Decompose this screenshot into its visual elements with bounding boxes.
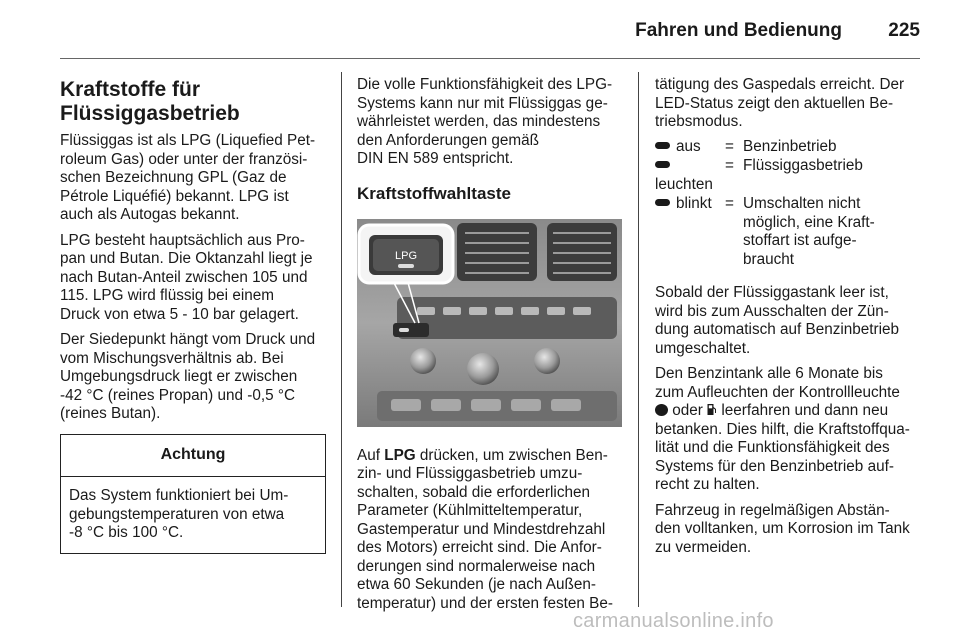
column-1 (60, 78, 326, 554)
lpg-keyword: LPG (384, 446, 416, 464)
paragraph-fill-tank: Fahrzeug in regelmäßigen Abstän- den volltanken, um Korrosion im Tank zu vermeiden. (655, 501, 910, 556)
column-2 (357, 76, 622, 620)
page-number: 225 (888, 20, 920, 41)
section-heading-fuel-selector: Kraftstoffwahltaste (357, 183, 511, 203)
page-header-title: Fahren und Bedienung (635, 20, 842, 41)
warning-text: Das System funktioniert bei Um- gebungstemperaturen von etwa -8 °C bis 100 °C. (69, 487, 289, 541)
column-3 (655, 76, 925, 564)
led-bar-icon (655, 161, 670, 168)
column-divider-left (341, 72, 342, 607)
filled-circle-icon (655, 404, 668, 416)
led-status-row: blinkt = Umschalten nicht möglich, eine Kraft- stoffart ist aufge- braucht (655, 195, 875, 270)
led-status-row: aus = Benzinbetrieb (655, 138, 875, 158)
paragraph-led-status: tätigung des Gaspedals erreicht. Der LED-Status zeigt den aktuellen Be- triebsmodus. (655, 76, 905, 130)
knob-center (467, 353, 499, 385)
warning-title: Achtung (61, 435, 325, 478)
lpg-button-label: LPG (394, 250, 418, 262)
air-vent-right (547, 223, 617, 281)
paragraph-lpg-definition: Flüssiggas ist als LPG (Liquefied Pet- roleum Gas) oder unter der französi- schen Bezeichnung GPL (Gaz de Pétrole Liquéfié) bekannt. LPG ist auch als Autogas bekannt. (60, 132, 316, 223)
led-bar-icon (655, 199, 670, 206)
warning-box (60, 434, 326, 554)
fuel-pump-icon (707, 403, 717, 416)
paragraph-press-lpg: Auf LPG drücken, um zwischen Ben- zin- und Flüssiggasbetrieb umzu- schalten, sobald die erforderlichen Parameter (Kühlmitteltemperatur, Gastemperatur und Mindestdrehzahl des Motors) erreicht sind. Die Anfor- derungen sind normalerweise nach etwa 60 Sekunden (je nach Außen- temperatur) und der ersten festen Be- (357, 446, 613, 612)
watermark: carmanualsonline.info (573, 610, 774, 632)
led-bar-icon (655, 142, 670, 149)
led-status-row: leuchten = Flüssiggasbetrieb (655, 157, 863, 193)
lpg-led-icon (398, 264, 414, 268)
section-heading-lpg-fuels: Kraftstoffe für Flüssiggasbetrieb (60, 78, 240, 125)
paragraph-petrol-tank: Den Benzintank alle 6 Monate bis zum Aufleuchten der Kontrollleuchte oder leerfahren und dann neu betanken. Dies hilft, die Kraftstoffqua- lität und die Funktionsfähigkeit des Systems für den Benzinbetrieb auf- recht zu halten. (655, 365, 910, 493)
led-status-table (655, 138, 875, 271)
paragraph-din-standard: Die volle Funktionsfähigkeit des LPG- Systems kann nur mit Flüssiggas ge- währleistet werden, das mindestens den Anforderungen gemäß DIN EN 589 entspricht. (357, 76, 613, 167)
header-rule (60, 58, 920, 59)
column-divider-right (638, 72, 639, 607)
knob-left (410, 348, 436, 374)
lpg-button-callout (359, 225, 453, 283)
paragraph-tank-empty: Sobald der Flüssiggastank leer ist, wird bis zum Ausschalten der Zün- dung automatisch auf Benzinbetrieb umgeschaltet. (655, 284, 900, 357)
paragraph-boiling-point: Der Siedepunkt hängt vom Druck und vom Mischungsverhältnis ab. Bei Umgebungsdruck liegt er zwischen -42 °C (reines Propan) und -0,5 °C (reines Butan). (60, 331, 316, 422)
paragraph-lpg-composition: LPG besteht hauptsächlich aus Pro- pan und Butan. Die Oktanzahl liegt je nach Butan-Anteil zwischen 105 und 115. LPG wird flüssig bei einem Druck von etwa 5 - 10 bar gelagert. (60, 231, 313, 323)
knob-right (534, 348, 560, 374)
dashboard-photo (357, 219, 622, 427)
air-vent-left (457, 223, 537, 281)
